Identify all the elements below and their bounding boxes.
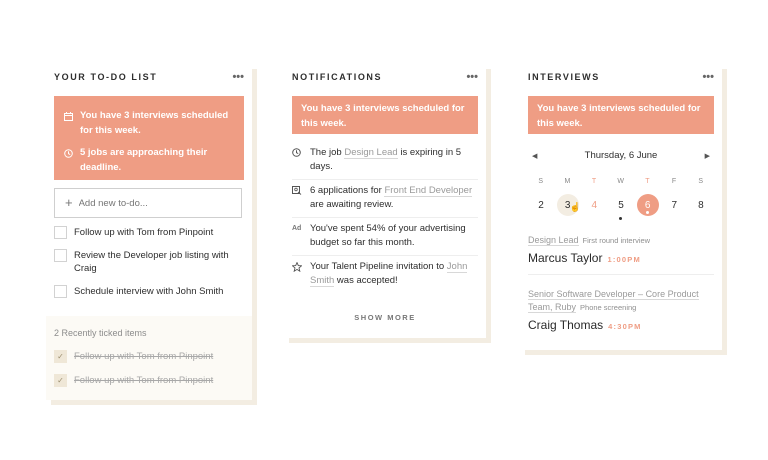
interview-type: Phone screening [580,303,637,312]
notification-text: 6 applications for Front End Developer are awaiting review. [310,185,473,210]
candidate-name[interactable]: Marcus Taylor [528,251,603,265]
calendar-week [528,178,714,220]
hand-cursor-icon: ☝ [569,202,581,212]
clock-icon [64,145,80,163]
todo-item-text: Review the Developer job listing with Craig [74,250,229,274]
calendar-day [581,178,607,220]
candidate-name[interactable]: Craig Thomas [528,318,604,332]
notification-text: Your Talent Pipeline invitation to John Smith was accepted! [310,261,468,286]
todo-title: YOUR TO-DO LIST [54,72,158,82]
interview-candidate [528,251,714,265]
day-of-week: M [564,178,571,185]
prev-day-icon[interactable]: ◀ [532,152,538,160]
calendar-day [635,178,661,220]
calendar-day [688,178,714,220]
ad-icon: Ad [292,225,302,232]
interview-role [528,234,714,247]
day-of-week: T [645,178,651,185]
notification-item [292,142,478,180]
interview-type: First round interview [582,236,651,245]
day-number[interactable]: 7 [671,199,678,211]
todo-checkbox[interactable] [54,226,67,239]
job-link[interactable]: Design Lead [344,147,398,158]
ticked-item-text: Follow up with Tom from Pinpoint [74,351,214,362]
add-todo-field[interactable] [54,188,242,218]
checked-checkbox[interactable]: ✓ [54,374,67,387]
interview-item [528,234,714,265]
todo-checkbox[interactable] [54,285,67,298]
todo-card [46,64,252,400]
ticked-item-text: Follow up with Tom from Pinpoint [74,375,214,386]
next-day-icon[interactable]: ▶ [704,152,710,160]
job-link[interactable]: Front End Developer [384,185,473,196]
todo-item [54,285,242,298]
todo-item [54,226,242,239]
calendar-day [555,178,581,220]
interview-job-link[interactable]: Design Lead [528,235,579,245]
interview-job-link[interactable]: Senior Software Developer – Core Product Team, Ruby [528,289,699,312]
clock-icon [292,146,310,159]
day-of-week: W [617,178,625,185]
notifications-more-icon[interactable]: ••• [466,71,478,83]
todo-header [54,72,244,82]
recently-ticked-title: 2 Recently ticked items [54,328,147,338]
calendar-header [528,150,714,161]
todo-more-icon[interactable]: ••• [232,71,244,83]
recently-ticked-section [46,316,252,400]
ticked-item [54,350,213,363]
todo-item-text: Schedule interview with John Smith [74,286,224,297]
notification-item [292,256,478,293]
notifications-list [292,142,478,293]
ticked-item [54,374,213,387]
notification-item [292,218,478,256]
todo-list [54,226,242,308]
interview-candidate [528,318,714,332]
day-number[interactable]: 3 [557,194,579,216]
interview-item [528,288,714,332]
candidate-link[interactable]: John Smith [310,261,468,286]
calendar-day [608,178,634,220]
day-number[interactable]: 5 [618,199,624,211]
day-of-week: S [538,178,544,185]
interviews-banner: You have 3 interviews scheduled for this week. [528,96,714,134]
notifications-header [292,72,478,82]
interview-time: 1:00PM [607,255,641,264]
todo-summary-banner [54,96,244,180]
add-todo-input[interactable] [79,198,229,209]
interviews-header [528,72,714,82]
interview-time: 4:30PM [608,322,642,331]
checked-checkbox[interactable]: ✓ [54,350,67,363]
todo-item [54,249,242,275]
notification-item [292,180,478,218]
selected-day-number[interactable]: 6 [637,194,659,216]
show-more-button[interactable]: SHOW MORE [354,313,416,322]
notifications-card [284,64,486,338]
divider [528,274,714,275]
calendar-day [528,178,554,220]
notifications-banner: You have 3 interviews scheduled for this week. [292,96,478,134]
day-number[interactable]: 4 [591,199,598,211]
applications-icon [292,184,310,197]
day-of-week: S [698,178,704,185]
interviews-more-icon[interactable]: ••• [702,71,714,83]
day-number[interactable]: 2 [538,199,544,211]
calendar-date-label: Thursday, 6 June [584,150,658,161]
day-of-week: F [671,178,677,185]
notifications-title: NOTIFICATIONS [292,72,383,82]
interviews-title: INTERVIEWS [528,72,600,82]
calendar-icon [64,108,80,126]
banner-interviews-text: You have 3 interviews scheduled for this week. [80,110,229,136]
notification-text: You've spent 54% of your advertising budget so far this month. [310,223,466,248]
interview-role [528,288,714,314]
calendar-day [661,178,687,220]
day-number[interactable]: 8 [698,199,704,211]
star-icon [292,260,310,274]
todo-item-text: Follow up with Tom from Pinpoint [74,227,214,238]
plus-icon: + [65,195,73,210]
todo-checkbox[interactable] [54,249,67,262]
interviews-card [520,64,722,350]
notification-text: The job Design Lead is expiring in 5 days. [310,147,462,172]
interview-dot [619,217,622,220]
day-of-week: T [591,178,597,185]
banner-deadline-text: 5 jobs are approaching their deadline. [80,147,208,173]
